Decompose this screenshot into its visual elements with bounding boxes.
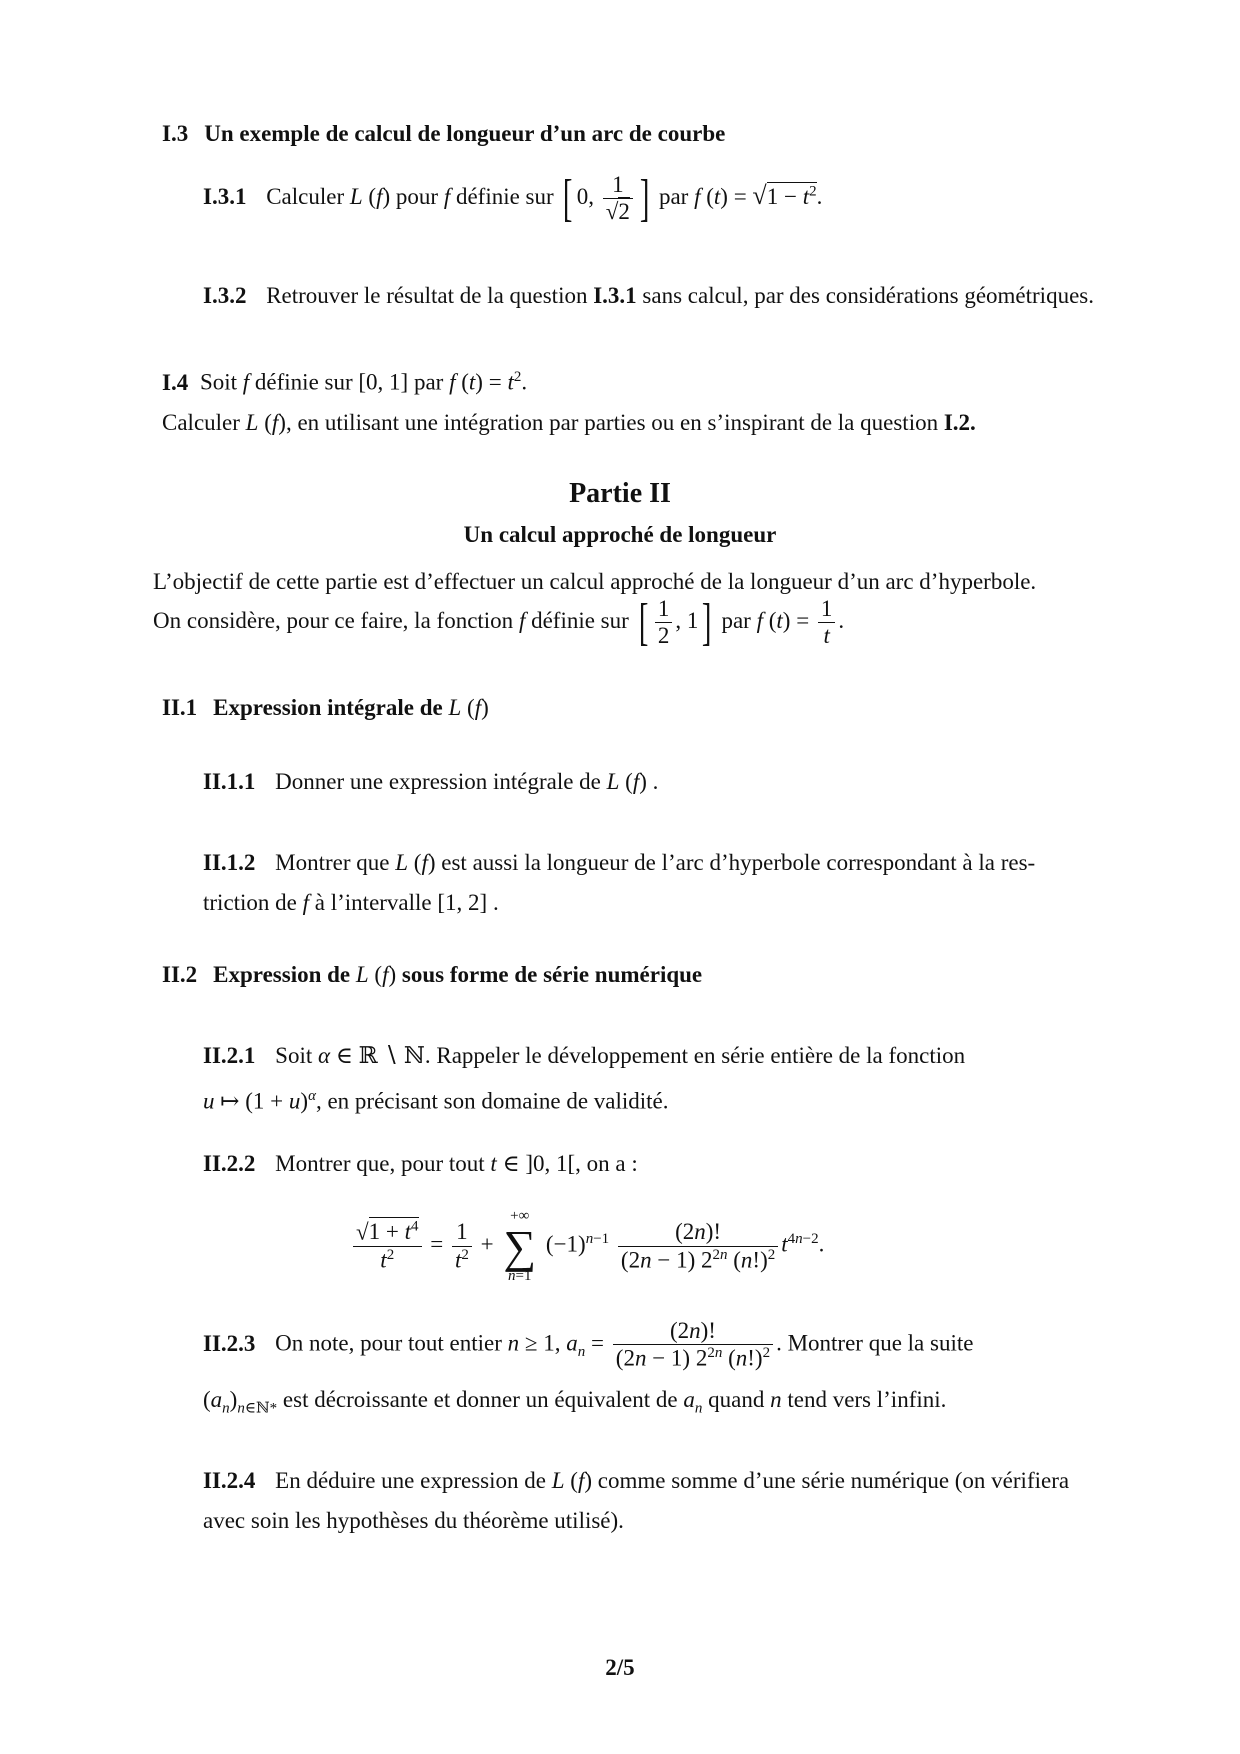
question-number: II.1.2 bbox=[203, 850, 256, 875]
question-number: I.3.1 bbox=[203, 184, 247, 210]
section-title: Expression intégrale de bbox=[213, 695, 443, 720]
page-number: 2/5 bbox=[605, 1655, 635, 1680]
question-I4: I.4 Soit f définie sur [0, 1] par f $(t) = t^2$. Calculer L (f), en utilisant une intégration par parties ou en s’inspirant de la question I.2. bbox=[162, 369, 976, 435]
fraction: $\frac{1}{t}$ bbox=[818, 596, 836, 650]
question-text: , en utilisant une intégration par parties ou en s’inspirant de la question bbox=[285, 409, 939, 435]
fraction: $\frac{1}{√2}$ bbox=[603, 172, 633, 226]
part-subtitle: Un calcul approché de longueur bbox=[463, 522, 777, 547]
question-II11: II.1.1 Donner une expression intégrale de L (f) . bbox=[203, 769, 659, 794]
question-text: par bbox=[658, 184, 689, 210]
intro-text: par bbox=[721, 608, 751, 634]
question-number: II.2.3 bbox=[203, 1330, 256, 1356]
part-title: Partie II bbox=[569, 478, 671, 509]
question-text: définie sur bbox=[455, 184, 554, 210]
question-I31: I.3.1 Calculer L (f) pour f définie sur [ 0, $\frac{1}{√2}$ ] par f $(t) = √1 - t^2$. bbox=[203, 169, 823, 227]
fraction: $\frac{1}{2}$ bbox=[655, 596, 673, 650]
question-text: , en précisant son domaine de validité. bbox=[315, 1088, 669, 1114]
math: L bbox=[349, 184, 363, 210]
question-I32 bbox=[203, 282, 1094, 310]
question-text: En déduire une expression de bbox=[275, 1468, 546, 1493]
intro-text: On considère, pour ce faire, la fonction bbox=[153, 608, 514, 634]
question-text: comme somme d’une série numérique (on vérifiera bbox=[597, 1468, 1070, 1493]
section-number: II.1 bbox=[162, 695, 198, 720]
question-text: tend vers l’infini. bbox=[787, 1387, 947, 1412]
display-formula: $\frac{√1 + t^4}{t^2}$ = $\frac{1}{t^2}$ + +∞ ∑ n=1 $(-1)^{n-1}$ $\frac{(2n)!}{(2n - 1) 2^{2n} (n!)^2}$ $t^{4n-2}$. bbox=[350, 1208, 824, 1285]
question-text: . Montrer que la suite bbox=[776, 1330, 974, 1356]
question-text: quand bbox=[708, 1387, 765, 1412]
question-number: I.4 bbox=[162, 369, 189, 395]
question-text: triction de bbox=[203, 890, 297, 915]
question-number: II.2.2 bbox=[203, 1151, 256, 1176]
question-text: Calculer bbox=[162, 409, 240, 435]
question-text: est décroissante et donner un équivalent de bbox=[282, 1387, 678, 1412]
section-title: Un exemple de calcul de longueur d’un arc de courbe bbox=[204, 121, 726, 146]
question-II23: II.2.3 On note, pour tout entier n ≥ 1, $a_n$ = $\frac{(2n)!}{(2n - 1) 2^{2n} (n!)^2}$ . Montrer que la suite bbox=[203, 1318, 974, 1372]
intro-line-2: On considère, pour ce faire, la fonction f définie sur [ $\frac{1}{2}$ , 1] par f (t) = $\frac{1}{t}$ . bbox=[153, 593, 845, 651]
intro-line-1: L’objectif de cette partie est d’effectuer un calcul approché de la longueur d’un arc d’hyperbole. bbox=[153, 569, 1037, 594]
intro-text: définie sur bbox=[531, 608, 629, 634]
question-text: définie sur bbox=[254, 369, 353, 395]
question-text: Montrer que, pour tout bbox=[275, 1151, 485, 1176]
question-text: Retrouver le résultat de la question bbox=[266, 283, 588, 308]
question-text: , on a : bbox=[575, 1151, 638, 1176]
question-II24: II.2.4 En déduire une expression de L (f) comme somme d’une série numérique (on vérifiera avec soin les hypothèses du théorème utilisé). bbox=[203, 1468, 1070, 1533]
question-text: Calculer bbox=[266, 184, 345, 210]
question-text: avec soin les hypothèses du théorème utilisé). bbox=[203, 1508, 624, 1533]
question-text: sans calcul, par des considérations géométriques. bbox=[642, 283, 1094, 308]
question-text: à l’intervalle bbox=[314, 890, 432, 915]
question-text: Donner une expression intégrale de bbox=[275, 769, 601, 794]
question-reference: I.2. bbox=[943, 409, 976, 435]
question-number: II.2.4 bbox=[203, 1468, 256, 1493]
section-title: Expression de bbox=[213, 962, 351, 987]
question-text: pour bbox=[395, 184, 439, 210]
question-reference: I.3.1 bbox=[593, 283, 637, 308]
question-text: . Rappeler le développement en série entière de la fonction bbox=[424, 1043, 966, 1068]
question-number: II.2.1 bbox=[203, 1043, 256, 1068]
question-II22: II.2.2 Montrer que, pour tout t ∈ ]0, 1[, on a : bbox=[203, 1151, 638, 1176]
question-text: On note, pour tout entier bbox=[275, 1330, 502, 1356]
question-text: Soit bbox=[275, 1043, 313, 1068]
question-number: I.3.2 bbox=[203, 283, 247, 308]
section-heading-II1: II.1 Expression intégrale de L (f) bbox=[162, 695, 489, 720]
section-heading-I3 bbox=[162, 120, 725, 148]
question-text: Montrer que bbox=[275, 850, 390, 875]
question-text: est aussi la longueur de l’arc d’hyperbole correspondant à la res- bbox=[441, 850, 1036, 875]
question-II12: II.1.2 Montrer que L (f) est aussi la longueur de l’arc d’hyperbole correspondant à la res- triction de f à l’intervalle [1, 2] . bbox=[203, 850, 1036, 915]
section-number: II.2 bbox=[162, 962, 198, 987]
question-text: par bbox=[413, 369, 444, 395]
question-text: Soit bbox=[199, 369, 238, 395]
math: f bbox=[694, 184, 701, 210]
section-number: I.3 bbox=[162, 121, 189, 146]
math: f bbox=[443, 184, 451, 210]
question-II23-line2: $(a_n)_{n\in ℕ*}$ est décroissante et donner un équivalent de $a_n$ quand n tend vers l’infini. bbox=[203, 1387, 947, 1417]
section-heading-II2: II.2 Expression de L (f) sous forme de série numérique bbox=[162, 962, 703, 987]
section-title: sous forme de série numérique bbox=[401, 962, 703, 987]
question-II21: II.2.1 Soit α ∈ ℝ ∖ ℕ. Rappeler le développement en série entière de la fonction u ↦ $(1 + u)^\alpha$, en précisant son domaine de validité. bbox=[203, 1043, 966, 1114]
question-number: II.1.1 bbox=[203, 769, 256, 794]
